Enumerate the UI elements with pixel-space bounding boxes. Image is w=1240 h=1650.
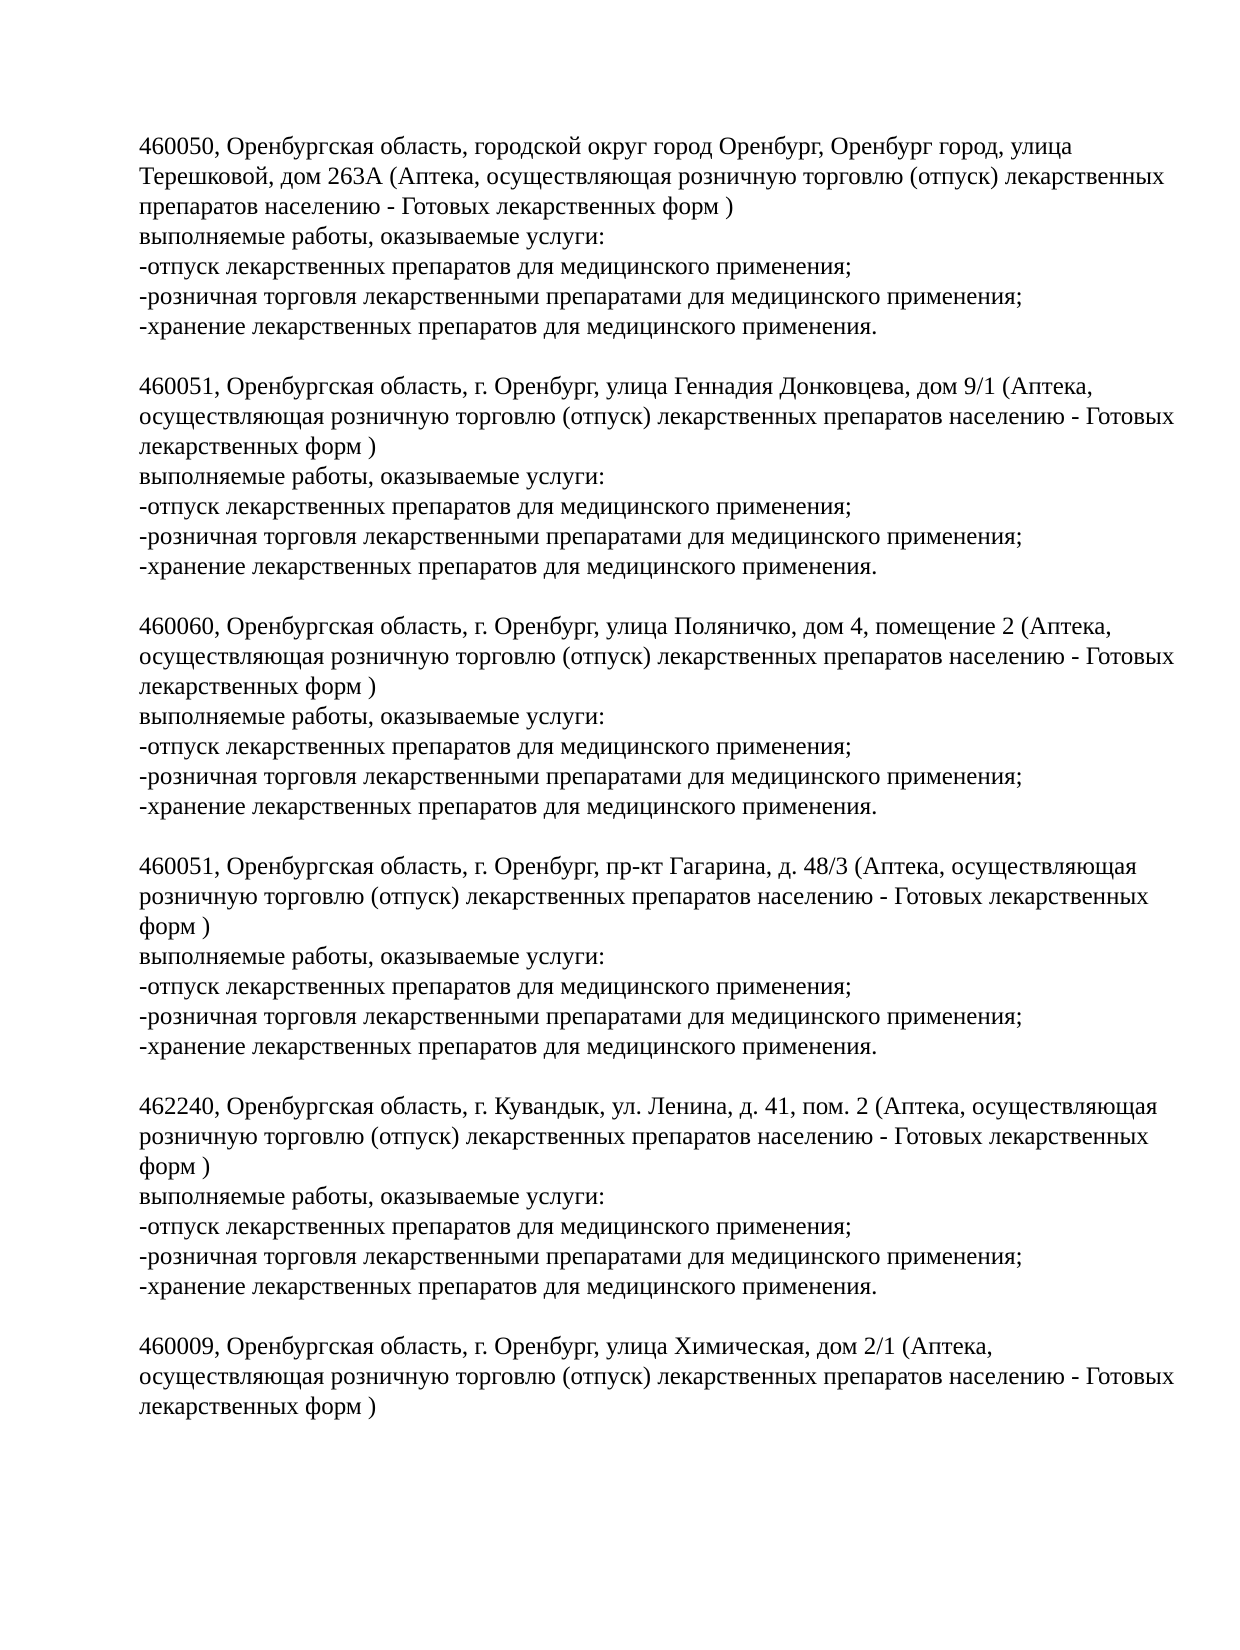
pharmacy-entry (139, 612, 1209, 822)
license-entries (139, 132, 1209, 1422)
text-line: осуществляющая розничную торговлю (отпуск) лекарственных препаратов населению - Готовых (139, 403, 1175, 430)
text-line: лекарственных форм ) (139, 673, 377, 700)
text-line: 462240, Оренбургская область, г. Кувандык, ул. Ленина, д. 41, пом. 2 (Аптека, осуществляющая (139, 1093, 1158, 1120)
text-line: -розничная торговля лекарственными препаратами для медицинского применения; (139, 1003, 1023, 1030)
text-line: выполняемые работы, оказываемые услуги: (139, 223, 606, 250)
pharmacy-entry (139, 132, 1209, 342)
text-line: выполняемые работы, оказываемые услуги: (139, 1183, 606, 1210)
text-line: -розничная торговля лекарственными препаратами для медицинского применения; (139, 523, 1023, 550)
text-line: форм ) (139, 913, 211, 940)
text-line: осуществляющая розничную торговлю (отпуск) лекарственных препаратов населению - Готовых (139, 643, 1175, 670)
text-line: -хранение лекарственных препаратов для медицинского применения. (139, 1033, 878, 1060)
text-line: выполняемые работы, оказываемые услуги: (139, 703, 606, 730)
text-line: -отпуск лекарственных препаратов для медицинского применения; (139, 493, 852, 520)
pharmacy-entry (139, 372, 1209, 582)
text-line: 460060, Оренбургская область, г. Оренбург, улица Поляничко, дом 4, помещение 2 (Аптека, (139, 613, 1112, 640)
pharmacy-entry (139, 852, 1209, 1062)
text-line: 460051, Оренбургская область, г. Оренбург, улица Геннадия Донковцева, дом 9/1 (Аптека, (139, 373, 1093, 400)
pharmacy-entry (139, 1092, 1209, 1302)
text-line: выполняемые работы, оказываемые услуги: (139, 463, 606, 490)
text-line: 460051, Оренбургская область, г. Оренбург, пр-кт Гагарина, д. 48/3 (Аптека, осуществляющая (139, 853, 1137, 880)
text-line: -хранение лекарственных препаратов для медицинского применения. (139, 553, 878, 580)
text-line: лекарственных форм ) (139, 1393, 377, 1420)
text-line: розничную торговлю (отпуск) лекарственных препаратов населению - Готовых лекарственных (139, 883, 1149, 910)
text-line: -розничная торговля лекарственными препаратами для медицинского применения; (139, 763, 1023, 790)
text-line: -хранение лекарственных препаратов для медицинского применения. (139, 313, 878, 340)
pharmacy-entry (139, 1332, 1209, 1422)
text-line: Терешковой, дом 263А (Аптека, осуществляющая розничную торговлю (отпуск) лекарственных (139, 163, 1165, 190)
text-line: -розничная торговля лекарственными препаратами для медицинского применения; (139, 283, 1023, 310)
text-line: розничную торговлю (отпуск) лекарственных препаратов населению - Готовых лекарственных (139, 1123, 1149, 1150)
text-line: лекарственных форм ) (139, 433, 377, 460)
text-line: форм ) (139, 1153, 211, 1180)
text-line: препаратов населению - Готовых лекарственных форм ) (139, 193, 734, 220)
text-line: -розничная торговля лекарственными препаратами для медицинского применения; (139, 1243, 1023, 1270)
text-line: -отпуск лекарственных препаратов для медицинского применения; (139, 973, 852, 1000)
text-line: 460050, Оренбургская область, городской округ город Оренбург, Оренбург город, улица (139, 133, 1073, 160)
text-line: -хранение лекарственных препаратов для медицинского применения. (139, 1273, 878, 1300)
text-line: -хранение лекарственных препаратов для медицинского применения. (139, 793, 878, 820)
text-line: -отпуск лекарственных препаратов для медицинского применения; (139, 733, 852, 760)
text-line: 460009, Оренбургская область, г. Оренбург, улица Химическая, дом 2/1 (Аптека, (139, 1333, 993, 1360)
text-line: -отпуск лекарственных препаратов для медицинского применения; (139, 253, 852, 280)
text-line: выполняемые работы, оказываемые услуги: (139, 943, 606, 970)
text-line: -отпуск лекарственных препаратов для медицинского применения; (139, 1213, 852, 1240)
text-line: осуществляющая розничную торговлю (отпуск) лекарственных препаратов населению - Готовых (139, 1363, 1175, 1390)
